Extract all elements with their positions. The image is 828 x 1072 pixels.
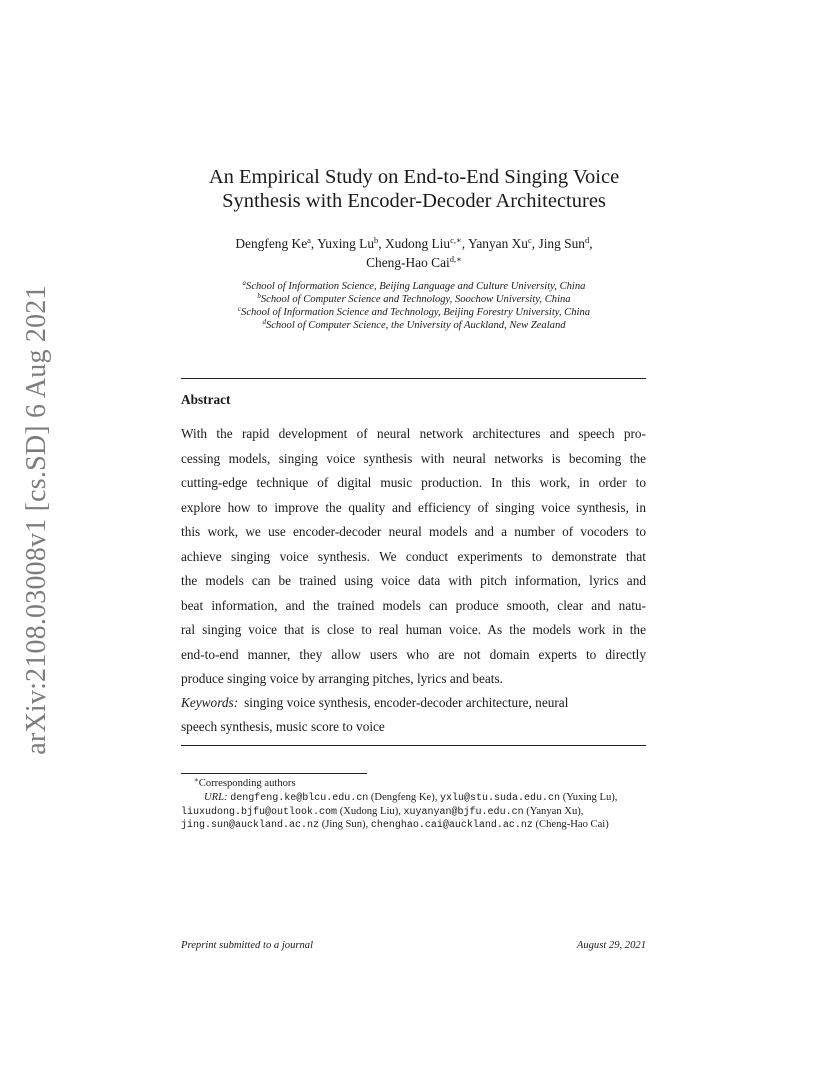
email-owner: (Jing Sun),	[321, 819, 369, 830]
abstract-top-rule	[181, 378, 646, 379]
keywords-text: speech synthesis, music score to voice	[181, 719, 385, 734]
keywords-line-1	[181, 691, 646, 716]
abstract-line: beat information, and the trained models can produce smooth, clear and natu-	[181, 597, 646, 613]
author-affiliation-mark: c	[528, 235, 532, 245]
email-owner: (Xudong Liu),	[339, 805, 401, 817]
email-link[interactable]: liuxudong.bjfu@outlook.com	[181, 806, 338, 818]
url-footnote-line-3	[181, 818, 646, 833]
abstract-line: this work, we use encoder-decoder neural models and a number of vocoders to	[181, 524, 646, 539]
email-link[interactable]: dengfeng.ke@blcu.edu.cn	[230, 793, 369, 804]
author-name: Cheng-Hao Cai	[366, 255, 450, 270]
affiliation-mark: d	[262, 318, 266, 326]
email-owner: (Yanyan Xu),	[526, 805, 584, 817]
abstract-line: With the rapid development of neural network architectures and speech pro-	[181, 426, 646, 441]
abstract-line: cutting-edge technique of digital music production. In this work, in order to	[181, 475, 646, 490]
email-link[interactable]: xuyanyan@bjfu.edu.cn	[403, 806, 524, 818]
url-footnote-line-1	[204, 791, 644, 806]
author-affiliation-mark: d	[585, 235, 590, 245]
affiliation-item	[0, 293, 828, 306]
keywords-label: Keywords:	[181, 695, 239, 710]
affiliation-list	[0, 280, 828, 332]
footnote-text: Corresponding authors	[198, 778, 296, 789]
affiliation-mark: b	[257, 292, 261, 300]
preprint-notice: Preprint submitted to a journal	[181, 940, 314, 951]
author-line-1: Dengfeng Ke$^a$, Yuxing Lu$^b$, Xudong Liu$^{c,∗}$, Yanyan Xu$^c$, Jing Sun$^d$,	[235, 235, 593, 251]
author-affiliation-mark: c,∗	[450, 235, 462, 245]
abstract-line: explore how to improve the quality and efficiency of singing voice synthesis, in	[181, 499, 646, 515]
author-affiliation-mark: d,∗	[449, 254, 462, 264]
keywords-line-2	[181, 715, 646, 740]
author-name: Yuxing Lu	[317, 236, 375, 251]
title-line-1: An Empirical Study on End-to-End Singing Voice	[208, 166, 620, 188]
author-line-2	[0, 253, 828, 272]
abstract-line: end-to-end manner, they allow users who are not domain experts to directly	[181, 646, 646, 662]
keywords-text: singing voice synthesis, encoder-decoder architecture, neural	[244, 695, 569, 710]
email-link[interactable]: yxlu@stu.suda.edu.cn	[440, 793, 561, 804]
email-owner: (Dengfeng Ke),	[370, 792, 438, 803]
affiliation-mark: c	[237, 305, 242, 313]
abstract-bottom-rule	[181, 745, 646, 746]
arxiv-identifier-text: arXiv:2108.03008v1 [cs.SD] 6 Aug 2021	[21, 285, 52, 755]
author-name: Dengfeng Ke	[235, 236, 308, 251]
affiliation-mark: a	[242, 279, 247, 287]
abstract-line: the models can be trained using voice data with pitch information, lyrics and	[181, 573, 646, 588]
affiliation-item	[0, 306, 828, 319]
url-label: URL:	[204, 792, 228, 803]
author-affiliation-mark: b	[374, 235, 379, 245]
affiliation-text: School of Information Science, Beijing Language and Culture University, China	[246, 281, 586, 292]
preprint-date: August 29, 2021	[576, 940, 646, 951]
author-affiliation-mark: a	[307, 235, 311, 245]
url-footnote-line-2	[181, 805, 646, 820]
email-owner: (Cheng-Hao Cai)	[535, 819, 609, 830]
abstract-line: produce singing voice by arranging pitches, lyrics and beats.	[181, 671, 503, 686]
author-name: Xudong Liu	[385, 236, 451, 251]
affiliation-item	[0, 319, 828, 332]
email-owner: (Yuxing Lu),	[562, 792, 618, 803]
affiliation-text: School of Computer Science, the University of Auckland, New Zealand	[265, 320, 566, 331]
email-link[interactable]: chenghao.cai@auckland.ac.nz	[370, 820, 533, 831]
affiliation-text: School of Information Science and Technology, Beijing Forestry University, China	[241, 307, 591, 318]
email-link[interactable]: jing.sun@auckland.ac.nz	[181, 820, 320, 831]
abstract-line: cessing models, singing voice synthesis with neural networks is becoming the	[181, 450, 646, 466]
title-line-2: Synthesis with Encoder-Decoder Architectures	[222, 190, 606, 212]
footnote-rule	[181, 773, 367, 774]
affiliation-item	[0, 280, 828, 293]
corresponding-footnote	[194, 777, 659, 791]
abstract-line: achieve singing voice synthesis. We conduct experiments to demonstrate that	[181, 548, 646, 564]
author-name: Yanyan Xu	[467, 236, 528, 251]
author-name: Jing Sun	[538, 236, 585, 251]
affiliation-text: School of Computer Science and Technology, Soochow University, China	[260, 294, 571, 305]
abstract-heading: Abstract	[181, 392, 231, 407]
author-list	[0, 234, 828, 272]
footnote-mark: ∗	[194, 776, 199, 784]
abstract-line: ral singing voice that is close to real human voice. As the models work in the	[181, 622, 646, 637]
paper-title	[0, 165, 828, 213]
